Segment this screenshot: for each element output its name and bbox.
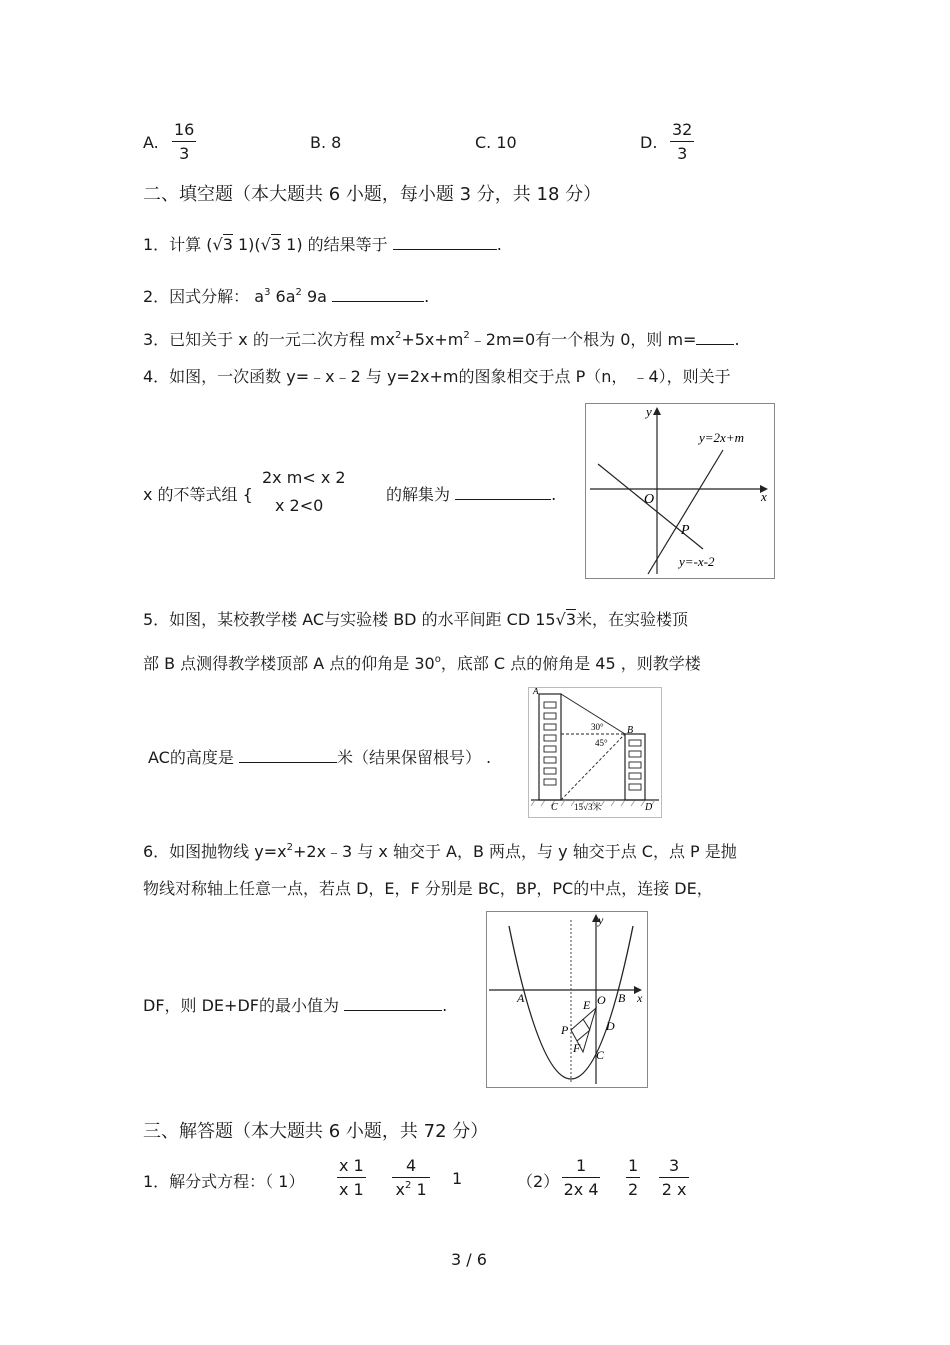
question-2-6-line1: 6．如图抛物线 $y=x^2+2x﹣3$ 与 x 轴交于 A，B 两点，与 y 轴交于点 C，点 P 是抛 [143,842,737,861]
option-a-fraction: $\frac{16}{3}$ [174,120,195,163]
segment-de [583,1019,590,1030]
point-p-label: P [681,523,690,538]
sqrt-symbol: √ [260,235,271,254]
question-2-4-tail: 的解集为 . [386,485,557,504]
origin-label: O [597,993,606,1007]
sqrt-symbol: √ [212,235,223,254]
angle-30-label: 30° [591,722,604,732]
question-2-6-line2: 物线对称轴上任意一点，若点 D，E，F 分别是 BC，BP，PC的中点，连接 DE， [143,879,713,898]
point-a-label: A [517,991,525,1005]
label-a: A [533,688,539,696]
label-c: C [551,802,558,813]
answer-blank[interactable] [239,762,337,763]
option-d-fraction: $\frac{32}{3}$ [672,120,693,163]
y-label: y [598,913,604,927]
line1-label: y=2x+m [699,430,744,445]
fraction-3: $\frac{1}{2x 4}$ [563,1156,599,1199]
question-2-4-line1: 4．如图，一次函数 y=﹣x﹣2 与 y=2x+m的图象相交于点 P（n， ﹣4），则关于 [143,367,731,386]
answer-blank[interactable] [393,249,497,250]
x-label: x [761,489,767,504]
answer-blank[interactable] [332,301,424,302]
rhs-value: 1 [452,1169,463,1188]
question-2-1: 1．计算 (√3 1)(√3 1) 的结果等于 . [143,235,502,254]
point-p-label: P [561,1023,569,1037]
fraction-5: $\frac{3}{2 x}$ [659,1158,689,1198]
question-2-6-line3: DF，则 DE+DF的最小值为 . [143,996,448,1015]
point-d-label: D [606,1019,615,1033]
question-2-5-line2: 部 B 点测得教学楼顶部 A 点的仰角是 30$^o$，底部 C 点的俯角是 45 ，则教学楼 [143,654,701,673]
point-b-label: B [618,991,626,1005]
option-a-label: A. [143,133,159,152]
figure-linear-functions [585,403,775,579]
page-number: 3 / 6 [451,1250,487,1269]
sqrt-symbol: √ [555,610,566,629]
figure-parabola [486,911,648,1088]
fraction-2: $\frac{4}{x^2 1}$ [392,1158,430,1198]
x-label: x [637,991,643,1005]
building-ac-windows [544,702,556,785]
line2-label: y=-x-2 [679,554,715,569]
angle-45-label: 45° [595,738,608,748]
question-2-4-lead: x 的不等式组 { [143,485,253,504]
point-f-label: F [573,1041,581,1055]
question-2-5-line3: AC的高度是 米（结果保留根号） . [148,748,492,767]
sightline-bc [561,734,625,800]
section3-heading: 三、解答题（本大题共 6 小题，共 72 分） [143,1121,489,1142]
label-d: D [645,802,653,813]
inequality-2: x 2<0 [275,496,324,515]
y-label: y [646,404,652,419]
answer-blank[interactable] [455,499,551,500]
question-2-5-line1: 5．如图，某校教学楼 AC与实验楼 BD 的水平间距 CD 15√3米，在实验楼顶 [143,610,689,629]
question-2-3: 3．已知关于 x 的一元二次方程 $mx^2+5x+m^2﹣2m=0$有一个根为 0，则 m= . [143,330,740,349]
distance-label: 15√3米 [574,802,602,812]
answer-blank[interactable] [696,344,734,345]
figure-buildings [528,687,662,818]
question-3-1-lead: 1．解分式方程：（ 1） [143,1172,305,1191]
y-axis-arrow-icon [653,407,661,415]
answer-blank[interactable] [344,1010,442,1011]
building-ac [539,694,561,800]
building-bd-windows [629,740,641,790]
fraction-1: $\frac{x 1}{x 1}$ [339,1156,364,1199]
point-c-label: C [596,1048,605,1062]
label-b: B [627,725,634,736]
part-2-label: （2） [517,1172,560,1191]
origin-label: O [644,492,655,507]
section2-heading: 二、填空题（本大题共 6 小题，每小题 3 分，共 18 分） [143,184,602,205]
fraction-4: $\frac{1}{2}$ [628,1156,639,1199]
question-2-2: 2．因式分解： $a^3$ $6a^2$ 9a . [143,287,430,306]
point-e-label: E [583,998,591,1012]
option-c: C. 10 [475,133,517,152]
inequality-1: 2x m< x 2 [262,468,346,487]
option-b: B. 8 [310,133,342,152]
option-d-label: D. [640,133,658,152]
